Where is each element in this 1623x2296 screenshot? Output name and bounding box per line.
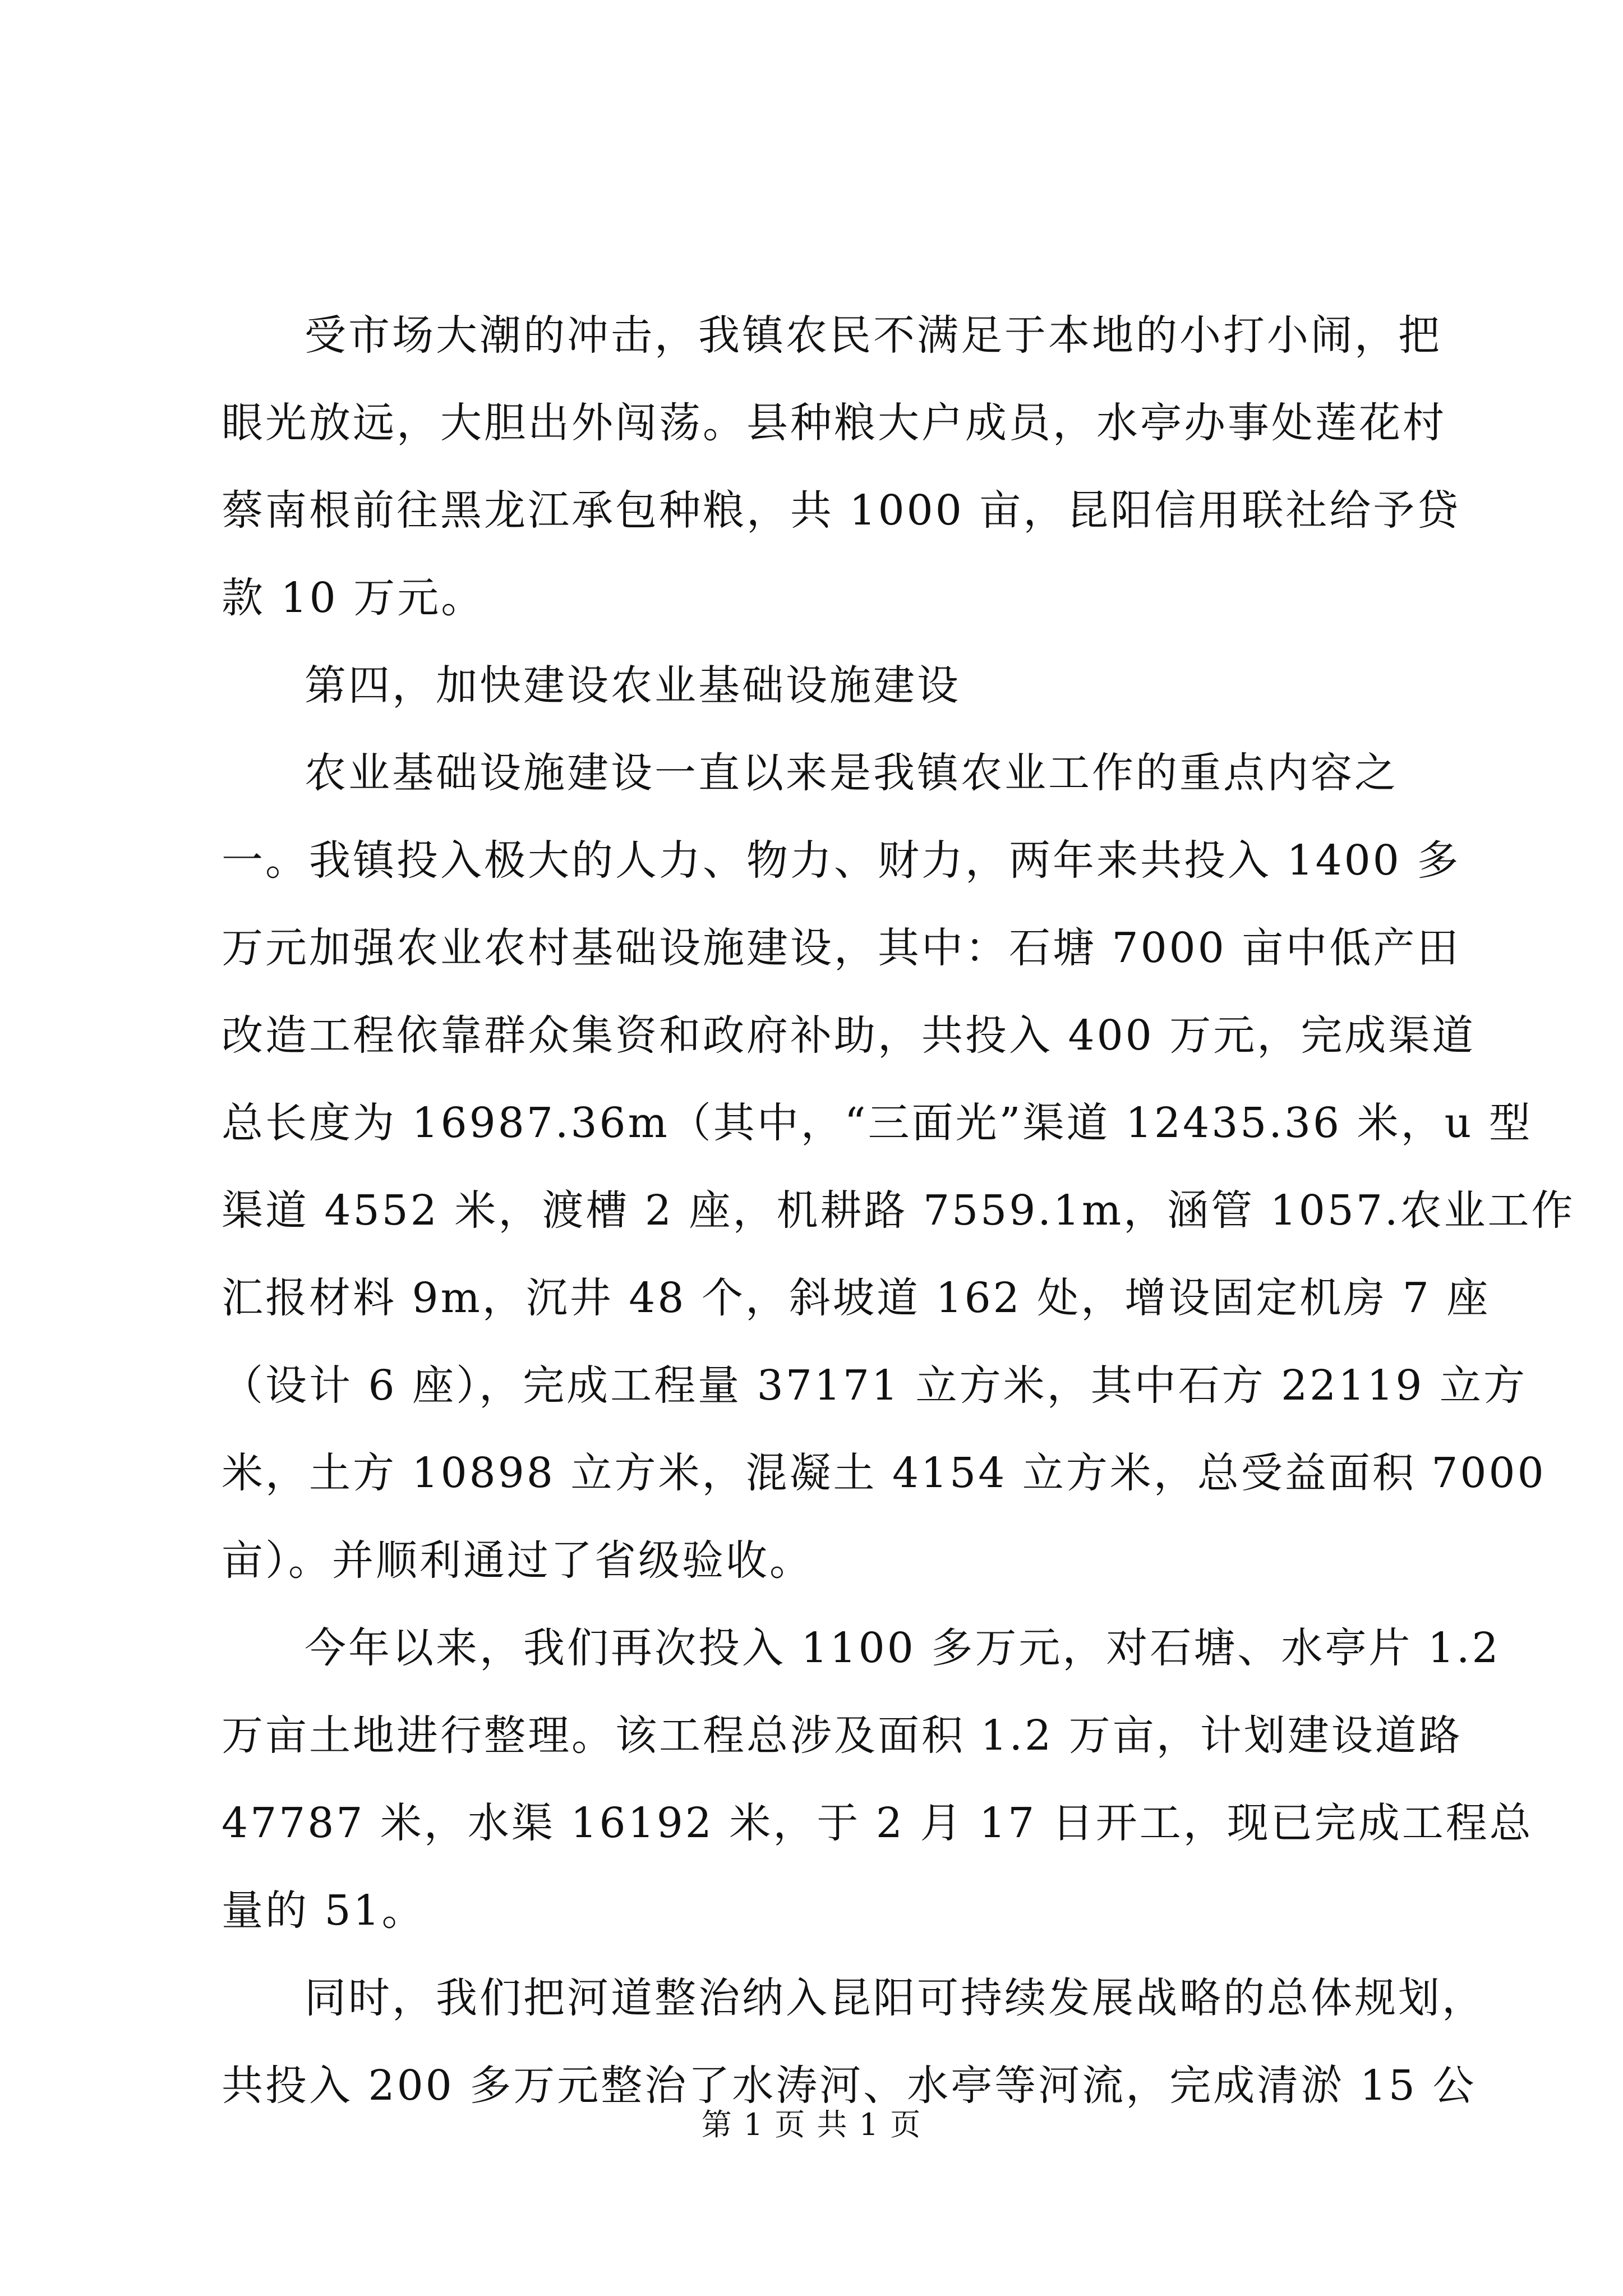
text-line: （设计 6 座），完成工程量 37171 立方米，其中石方 22119 立方 xyxy=(222,1361,1528,1410)
paragraph-infrastructure xyxy=(222,729,1575,1604)
text-line: 款 10 万元。 xyxy=(222,574,485,622)
text-line: 万亩土地进行整理。该工程总涉及面积 1.2 万亩，计划建设道路 xyxy=(222,1711,1463,1760)
text-line: 47787 米，水渠 16192 米，于 2 月 17 日开工，现已完成工程总 xyxy=(222,1799,1533,1847)
section-heading-fourth xyxy=(222,642,1444,729)
text-line: 亩）。并顺利通过了省级验收。 xyxy=(222,1536,813,1585)
text-line: 汇报材料 9m，沉井 48 个，斜坡道 162 处，增设固定机房 7 座 xyxy=(222,1274,1491,1322)
text-line: 改造工程依靠群众集资和政府补助，共投入 400 万元，完成渠道 xyxy=(222,1011,1476,1060)
document-body xyxy=(222,292,1575,2129)
text-line: 受市场大潮的冲击，我镇农民不满足于本地的小打小闹，把 xyxy=(305,311,1442,360)
text-line: 蔡南根前往黑龙江承包种粮，共 1000 亩，昆阳信用联社给予贷 xyxy=(222,486,1461,535)
section-heading-text: 第四，加快建设农业基础设施建设 xyxy=(305,661,961,710)
text-line: 米，土方 10898 立方米，混凝土 4154 立方米，总受益面积 7000 xyxy=(222,1449,1546,1497)
text-line: 共投入 200 多万元整治了水涛河、水亭等河流，完成清淤 15 公 xyxy=(222,2062,1477,2110)
text-line: 一。我镇投入极大的人力、物力、财力，两年来共投入 1400 多 xyxy=(222,836,1461,885)
text-line: 渠道 4552 米，渡槽 2 座，机耕路 7559.1m，涵管 1057.农业工作 xyxy=(222,1186,1575,1235)
paragraph-market-impact xyxy=(222,292,1461,642)
text-line: 总长度为 16987.36m（其中，“三面光”渠道 12435.36 米，u 型 xyxy=(222,1099,1533,1147)
text-line: 今年以来，我们再次投入 1100 多万元，对石塘、水亭片 1.2 xyxy=(305,1624,1501,1672)
text-line: 同时，我们把河道整治纳入昆阳可持续发展战略的总体规划， xyxy=(305,1974,1486,2022)
text-line: 万元加强农业农村基础设施建设，其中：石塘 7000 亩中低产田 xyxy=(222,924,1461,972)
text-line: 眼光放远，大胆出外闯荡。县种粮大户成员，水亭办事处莲花村 xyxy=(222,399,1446,447)
page-footer: 第 1 页 共 1 页 xyxy=(701,2107,922,2142)
paragraph-this-year xyxy=(222,1604,1533,1954)
text-line: 农业基础设施建设一直以来是我镇农业工作的重点内容之 xyxy=(305,749,1398,797)
text-line: 量的 51。 xyxy=(222,1887,426,1935)
